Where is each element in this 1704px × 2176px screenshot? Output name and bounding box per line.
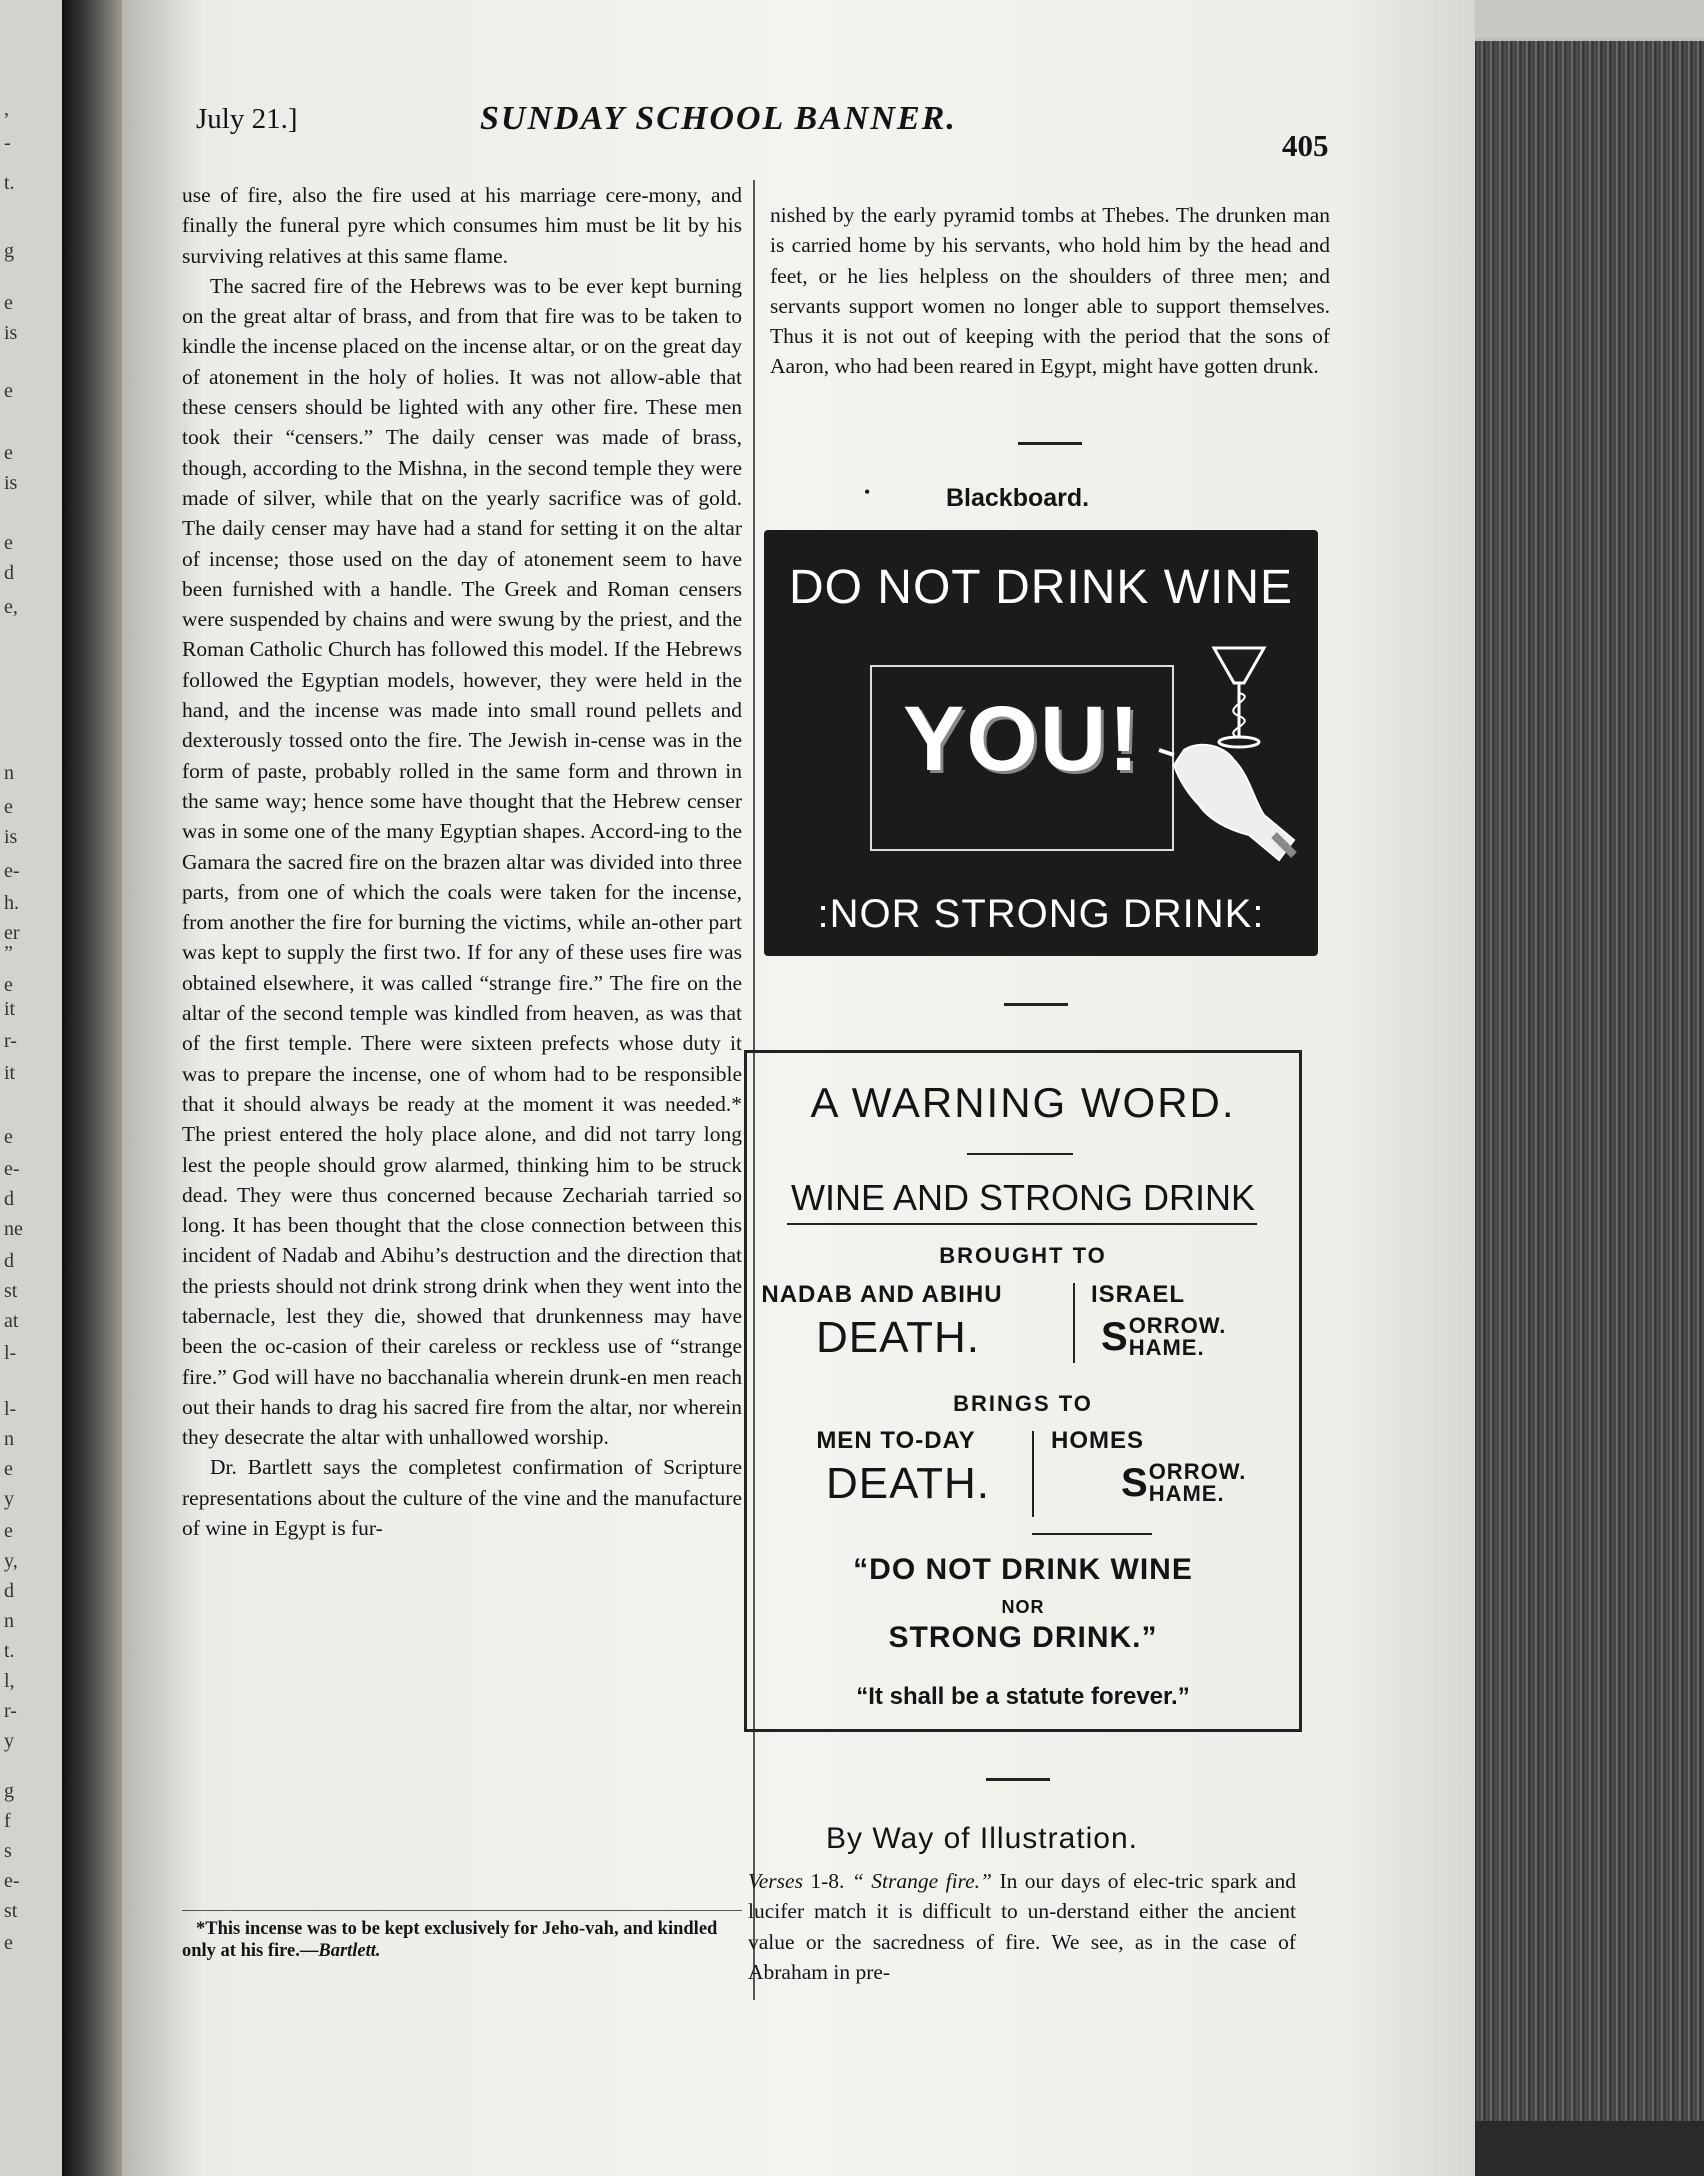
print-mark: • [864, 482, 871, 502]
left-page-fragment: d [4, 1250, 14, 1272]
left-page-fragment: e [4, 1126, 13, 1148]
left-page-fragment: is [4, 322, 18, 344]
nadab-abihu-label: NADAB AND ABIHU [761, 1281, 1003, 1308]
left-page-fragment: t. [4, 1640, 15, 1662]
left-page-fragment: d [4, 1580, 14, 1602]
left-page-fragment: e [4, 796, 13, 818]
left-page-fragment: st [4, 1900, 18, 1922]
shame-word: HAME. [1148, 1481, 1225, 1506]
left-page-fragment: g [4, 1780, 14, 1802]
left-page-fragment: e [4, 380, 13, 402]
left-page-fragment: n [4, 1610, 14, 1632]
sorrow-shame-initial: S [1121, 1461, 1149, 1505]
warning-divider [1073, 1283, 1075, 1363]
left-page-fragment: l- [4, 1342, 17, 1364]
quote-line-2: STRONG DRINK.” [888, 1621, 1158, 1654]
left-page-fragment: it [4, 1062, 16, 1084]
header-date: July 21.] [196, 103, 298, 135]
left-page-fragment: n [4, 1428, 14, 1450]
homes-label: HOMES [1051, 1427, 1145, 1454]
israel-label: ISRAEL [1091, 1281, 1186, 1308]
quote-nor: NOR [1001, 1597, 1045, 1617]
left-page-fragment: l, [4, 1670, 15, 1692]
left-page-fragment: er [4, 922, 20, 944]
left-page-fragment: - [4, 132, 11, 154]
left-page-fragment: f [4, 1810, 11, 1832]
illustration-heading: By Way of Illustration. [826, 1822, 1138, 1855]
warning-rule [967, 1153, 1073, 1155]
left-page-fragment: e- [4, 860, 20, 882]
section-rule [986, 1778, 1050, 1781]
book-page-edges [1475, 38, 1704, 2121]
left-page-edge [0, 0, 62, 2176]
left-page-fragment: st [4, 1280, 18, 1302]
book-edge-top [1475, 0, 1704, 40]
left-page-fragment: d [4, 1188, 14, 1210]
warning-title: A WARNING WORD. [810, 1079, 1236, 1126]
left-page-fragment: g [4, 240, 14, 262]
section-rule [1018, 442, 1082, 445]
left-page-fragment: is [4, 826, 18, 848]
quote-line-1: “DO NOT DRINK WINE [853, 1553, 1193, 1586]
sorrow-shame-initial: S [1101, 1315, 1129, 1359]
illustration-paragraph [748, 1866, 1296, 1987]
footnote-rule [182, 1910, 742, 1911]
left-page-fragment: y [4, 1488, 14, 1510]
statute-line: “It shall be a statute forever.” [856, 1683, 1190, 1710]
blackboard-frame [870, 665, 1174, 851]
brought-to-label: BROUGHT TO [939, 1243, 1107, 1268]
left-page-fragment: n [4, 762, 14, 784]
paragraph: The sacred fire of the Hebrews was to be ever kept burning on the great altar of brass, and from that fire was to be taken to kindle the incense placed on the incense altar, or on the great day of atonement in the holy of holies. It was not allow-able that these censers should be lighted with any other fire. These men took their “censers.” The daily censer was made of brass, though, according to the Mishna, in the second temple they were made of silver, while that on the yearly sacrifice was of gold. The daily censer may have had a stand for setting it on the altar of incense; those used on the day of atonement seem to have been furnished with a handle. The Greek and Roman censers were suspended by chains and were swung by the priest, and the Roman Catholic Church has followed this model. If the Hebrews followed the Egyptian models, however, they were held in the hand, and the incense was made into small round pellets and dexterously tossed onto the fire. The Jewish in-cense was in the form of paste, probably rolled in the same form and thrown in the same way; hence some have thought that the Hebrew censer was in some one of the many Egyptian shapes. Accord-ing to the Gamara the sacred fire on the brazen altar was divided into three parts, from one of which the coals were taken for the incense, from another the fire for burning the victims, while an-other part was kept to supply the first two. If for any of these uses fire was obtained elsewhere, it was called “strange fire.” The fire on the altar of the second temple was kindled from heaven, as was that of the first temple. There were sixteen prefects whose duty it was to prepare the incense, one of whom had to be responsible that it should always be ready at the moment it was needed.* The priest entered the holy place alone, and did not tarry long lest the people should grow alarmed, thinking him to be struck dead. They were thus concerned because Zechariah tarried so long. It has been thought that the close connection between this incident of Nadab and Abihu’s destruction and the direction that the priests should not drink strong drink when they went into the tabernacle, lest they die, showed that drunkenness may have been the oc-casion of their careless or reckless use of “strange fire.” God will have no bacchanalia wherein drunk-en men reach out their hands to drag his sacred fire from the altar, nor wherein they desecrate the altar with unhallowed worship. [182, 273, 742, 1450]
blackboard-heading: Blackboard. [946, 484, 1090, 512]
left-page-fragment: e [4, 532, 13, 554]
paragraph: nished by the early pyramid tombs at Thebes. The drunken man is carried home by his servants, who hold him by the head and feet, or he lies helpless on the shoulders of three men; and servants support women no longer able to support themselves. Thus it is not out of keeping with the period that the sons of Aaron, who had been reared in Egypt, might have gotten drunk. [770, 203, 1330, 379]
header-title: SUNDAY SCHOOL BANNER. [480, 100, 957, 137]
blackboard-you: YOU! [903, 688, 1141, 790]
left-page-fragment: ne [4, 1218, 23, 1240]
warning-subtitle-underline [787, 1223, 1257, 1225]
left-page-fragment: s [4, 1840, 12, 1862]
hand-icon [1154, 720, 1304, 870]
left-page-fragment: t. [4, 172, 15, 194]
left-page-fragment: at [4, 1310, 19, 1332]
men-today-label: MEN TO-DAY [816, 1427, 976, 1454]
book-gutter [62, 0, 122, 2176]
left-page-fragment: h. [4, 892, 19, 914]
left-page-fragment: d [4, 562, 14, 584]
footnote [182, 1918, 742, 1962]
sorrow-shame-label [1121, 1461, 1321, 1505]
left-page-fragment: l- [4, 1398, 17, 1420]
warning-box [744, 1050, 1302, 1732]
paragraph: use of fire, also the fire used at his marriage cere-mony, and finally the funeral pyre which consumes him must be lit by his surviving relatives at this same flame. [182, 183, 742, 268]
page-number: 405 [1282, 128, 1329, 163]
left-page-fragment: e [4, 1520, 13, 1542]
footnote-text: *This incense was to be kept exclusively for Jeho-vah, and kindled only at his fire.— [182, 1919, 718, 1961]
left-page-fragment: r- [4, 1700, 17, 1722]
brings-to-label: BRINGS TO [953, 1391, 1093, 1416]
footnote-author: Bartlett. [318, 1941, 381, 1961]
shame-word: HAME. [1128, 1335, 1205, 1360]
sorrow-word: ORROW. [1128, 1313, 1227, 1338]
death-label: DEATH. [825, 1459, 991, 1508]
left-page-fragment: y, [4, 1550, 18, 1572]
warning-subtitle: WINE AND STRONG DRINK [790, 1177, 1256, 1218]
verses-label: Verses [748, 1869, 803, 1893]
sorrow-word: ORROW. [1148, 1459, 1247, 1484]
blackboard-line-1: DO NOT DRINK WINE [788, 561, 1294, 614]
left-column [182, 180, 742, 1543]
left-page-fragment: , [4, 98, 9, 120]
strange-fire-quote: “ Strange fire.” [851, 1869, 993, 1893]
left-page-fragment: it [4, 998, 16, 1020]
warning-divider [1032, 1533, 1152, 1535]
left-page-fragment: e- [4, 1870, 20, 1892]
left-page-fragment: e [4, 442, 13, 464]
left-page-fragment: is [4, 472, 18, 494]
blackboard-illustration [764, 530, 1318, 956]
left-page-fragment: e [4, 974, 13, 996]
section-rule [1004, 1003, 1068, 1006]
left-page-fragment: e [4, 1458, 13, 1480]
death-label: DEATH. [815, 1313, 981, 1362]
left-page-fragment: e- [4, 1158, 20, 1180]
sorrow-shame-label [1101, 1315, 1301, 1359]
left-page-fragment: r- [4, 1030, 17, 1052]
left-page-fragment: e, [4, 596, 18, 618]
left-page-fragment: e [4, 1932, 13, 1954]
illustration-text: In our days of elec-tric spark and lucifer match it is difficult to un-derstand either the ancient value or the sacredness of fire. We see, as in the case of Abraham in pre- [748, 1869, 1297, 1984]
left-page-fragment: y [4, 1730, 14, 1752]
blackboard-line-2: :NOR STRONG DRINK: [817, 892, 1265, 936]
verses-range: 1-8. [810, 1869, 845, 1893]
paragraph: Dr. Bartlett says the completest confirmation of Scripture representations about the culture of the vine and the manufacture of wine in Egypt is fur- [182, 1455, 742, 1541]
left-page-fragment: e [4, 292, 13, 314]
right-column [770, 200, 1330, 382]
left-page-fragment: ” [4, 942, 13, 964]
